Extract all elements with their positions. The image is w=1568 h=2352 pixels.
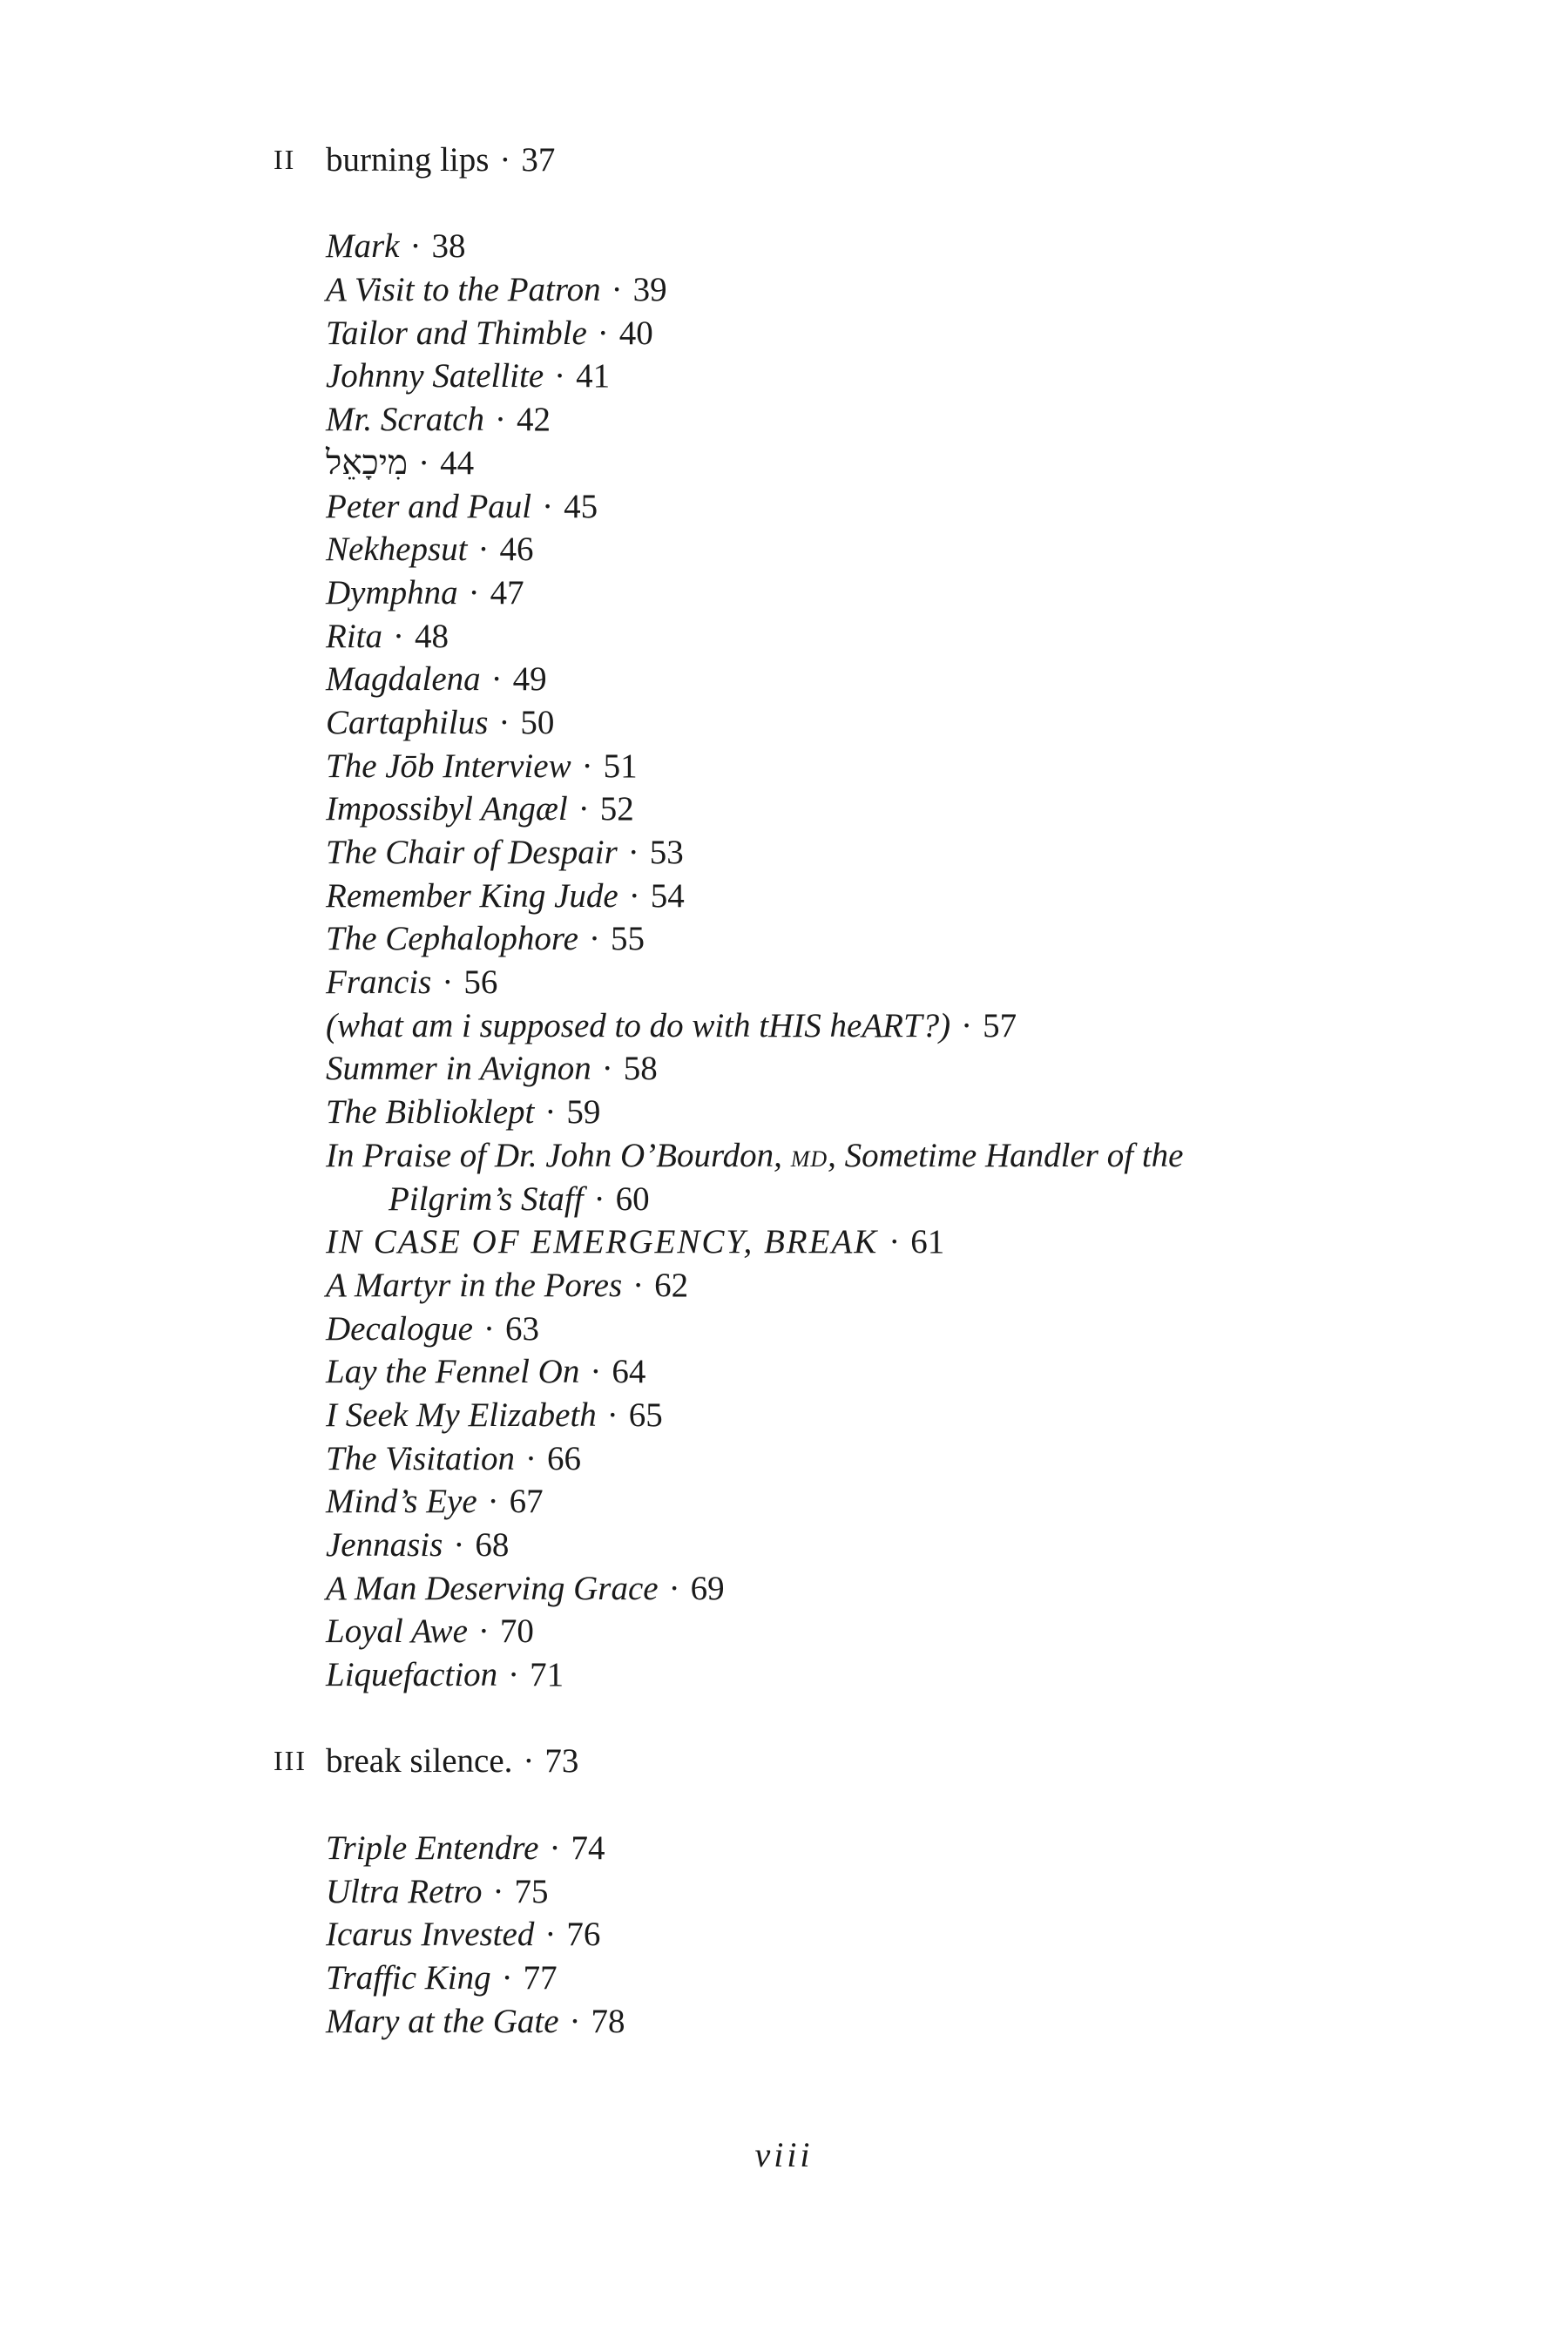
entry-page-number: 66 [547, 1439, 582, 1477]
separator-dot: · [483, 1309, 495, 1348]
separator-dot: · [418, 443, 430, 482]
separator-dot: · [597, 314, 609, 352]
entry-page-number: 77 [523, 1958, 558, 1997]
entry-title: Liquefaction [326, 1656, 498, 1694]
entry-page-number: 70 [499, 1612, 534, 1651]
entry-page-number: 55 [610, 920, 645, 958]
entry-title: Dymphna [326, 573, 458, 612]
toc-entry [0, 1264, 1568, 1308]
entry-page-number: 78 [591, 2002, 625, 2040]
entry-page-number: 47 [490, 573, 524, 612]
entry-title: Impossibyl Angæl [326, 790, 568, 828]
entry-page-number: 49 [512, 660, 547, 699]
toc-entry [0, 658, 1568, 701]
entry-title: Mary at the Gate [326, 2002, 559, 2040]
toc-entry [0, 1567, 1568, 1611]
toc-entry [0, 355, 1568, 398]
entry-page-number: 52 [599, 790, 634, 828]
toc-entry [0, 1827, 1568, 1870]
entry-title: Cartaphilus [326, 703, 489, 741]
section-numeral: II [274, 144, 296, 175]
entry-page-number: 42 [516, 401, 551, 439]
separator-dot: · [477, 531, 490, 569]
entry-title: The Visitation [326, 1439, 516, 1477]
toc-entry [0, 1870, 1568, 1914]
toc-entry [0, 831, 1568, 875]
toc-entry [0, 1653, 1568, 1697]
entry-title: IN CASE OF EMERGENCY, BREAK [326, 1223, 879, 1261]
toc-entry [0, 485, 1568, 529]
entry-title: The Jōb Interview [326, 747, 571, 785]
separator-dot: · [487, 1483, 499, 1521]
entry-page-number: 48 [415, 617, 449, 655]
entry-page-number: 44 [440, 443, 475, 482]
separator-dot: · [590, 1353, 602, 1391]
section-numeral: III [274, 1745, 307, 1777]
entry-page-number: 75 [514, 1872, 549, 1910]
toc-entry [0, 1437, 1568, 1481]
toc-entry [0, 312, 1568, 355]
entry-page-number: 74 [571, 1828, 605, 1867]
separator-dot: · [554, 357, 566, 395]
entry-title: Rita [326, 617, 382, 655]
entry-page-number: 60 [615, 1179, 650, 1218]
entry-title-part: In Praise of Dr. John O’Bourdon, [326, 1136, 782, 1174]
entry-page-number: 45 [564, 487, 598, 525]
entry-title: מִיכָאֵל [326, 443, 409, 482]
separator-dot: · [569, 2002, 581, 2040]
section-page-number: 37 [521, 141, 556, 179]
separator-dot: · [961, 1006, 973, 1044]
toc-entry [0, 1610, 1568, 1653]
toc-entry-multiline [0, 1134, 1568, 1178]
entry-page-number: 64 [612, 1353, 646, 1391]
separator-dot: · [492, 1872, 504, 1910]
separator-dot: · [593, 1179, 605, 1218]
separator-dot: · [544, 1916, 557, 1954]
entry-page-number: 63 [504, 1309, 539, 1348]
entry-page-number: 57 [983, 1006, 1017, 1044]
entry-title: Decalogue [326, 1309, 473, 1348]
separator-dot: · [588, 920, 600, 958]
toc-entry [0, 225, 1568, 268]
toc-entry [0, 571, 1568, 615]
separator-dot: · [668, 1569, 680, 1607]
entry-title: Loyal Awe [326, 1612, 468, 1651]
entry-page-number: 40 [618, 314, 653, 352]
separator-dot: · [494, 401, 506, 439]
toc-entry [0, 1957, 1568, 2000]
entry-page-number: 68 [475, 1526, 510, 1564]
separator-dot: · [499, 141, 511, 179]
entry-page-number: 67 [509, 1483, 544, 1521]
section-heading [0, 1740, 1568, 1783]
entry-page-number: 65 [628, 1396, 663, 1434]
toc-entry [0, 1308, 1568, 1351]
toc-entry [0, 1004, 1568, 1048]
entry-page-number: 76 [566, 1916, 601, 1954]
toc-entry [0, 875, 1568, 918]
separator-dot: · [498, 703, 510, 741]
section-heading [0, 139, 1568, 182]
entry-title: Ultra Retro [326, 1872, 483, 1910]
entry-title: Mr. Scratch [326, 401, 484, 439]
toc-entry [0, 787, 1568, 831]
entry-title: A Martyr in the Pores [326, 1266, 623, 1304]
separator-dot: · [523, 1742, 535, 1781]
table-of-contents [0, 139, 1568, 2043]
toc-entry [0, 442, 1568, 485]
separator-dot: · [601, 1050, 613, 1088]
entry-title: I Seek My Elizabeth [326, 1396, 597, 1434]
separator-dot: · [442, 963, 454, 1002]
entry-page-number: 50 [520, 703, 555, 741]
toc-entry [0, 745, 1568, 788]
separator-dot: · [606, 1396, 618, 1434]
entry-title: A Visit to the Patron [326, 271, 601, 309]
entry-page-number: 46 [499, 531, 534, 569]
separator-dot: · [627, 834, 639, 871]
entry-page-number: 62 [654, 1266, 689, 1304]
entry-title: A Man Deserving Grace [326, 1569, 659, 1607]
entry-page-number: 58 [623, 1050, 658, 1088]
separator-dot: · [501, 1958, 513, 1997]
entry-title: Tailor and Thimble [326, 314, 587, 352]
section-page-number: 73 [544, 1742, 579, 1781]
toc-entry [0, 268, 1568, 312]
entry-title: Mind’s Eye [326, 1483, 477, 1521]
entry-title: The Chair of Despair [326, 834, 618, 871]
entry-page-number: 56 [463, 963, 498, 1002]
toc-entry [0, 1913, 1568, 1957]
separator-dot: · [611, 271, 623, 309]
separator-dot: · [453, 1526, 465, 1564]
toc-entry [0, 1524, 1568, 1567]
toc-entry [0, 1047, 1568, 1091]
entry-title: Francis [326, 963, 432, 1002]
spacer [0, 1783, 1568, 1827]
spacer [0, 1697, 1568, 1740]
entry-title: The Biblioklept [326, 1093, 535, 1132]
entry-page-number: 59 [566, 1093, 601, 1132]
separator-dot: · [542, 487, 554, 525]
entry-page-number: 51 [603, 747, 638, 785]
toc-entry [0, 1394, 1568, 1437]
entry-title: Lay the Fennel On [326, 1353, 580, 1391]
entry-title: Mark [326, 227, 400, 266]
separator-dot: · [409, 227, 422, 266]
entry-title: Remember King Jude [326, 876, 618, 915]
entry-title-part: , Sometime Handler of the [828, 1136, 1184, 1174]
separator-dot: · [468, 573, 480, 612]
toc-entry [0, 1091, 1568, 1134]
toc-entry [0, 1350, 1568, 1394]
entry-title: (what am i supposed to do with tHIS heART?) [326, 1006, 951, 1044]
entry-page-number: 54 [650, 876, 685, 915]
entry-title: Nekhepsut [326, 531, 468, 569]
section-title: burning lips [326, 141, 490, 179]
separator-dot: · [632, 1266, 645, 1304]
toc-entry-continuation [0, 1178, 1568, 1221]
entry-title-degree: MD [790, 1146, 828, 1172]
toc-entry [0, 961, 1568, 1004]
section-title: break silence. [326, 1742, 513, 1781]
spacer [0, 182, 1568, 226]
entry-page-number: 61 [910, 1223, 945, 1261]
separator-dot: · [393, 617, 404, 655]
separator-dot: · [581, 747, 593, 785]
entry-page-number: 71 [530, 1656, 564, 1694]
separator-dot: · [578, 790, 590, 828]
separator-dot: · [508, 1656, 520, 1694]
entry-page-number: 39 [632, 271, 667, 309]
separator-dot: · [628, 876, 640, 915]
page-number-folio: viii [754, 2135, 814, 2174]
entry-title: Icarus Invested [326, 1916, 535, 1954]
toc-entry [0, 2000, 1568, 2044]
entry-title: Magdalena [326, 660, 481, 699]
separator-dot: · [544, 1093, 557, 1132]
separator-dot: · [490, 660, 503, 699]
entry-page-number: 38 [431, 227, 466, 266]
toc-entry [0, 398, 1568, 442]
toc-entry [0, 1220, 1568, 1264]
toc-entry [0, 528, 1568, 571]
separator-dot: · [549, 1828, 561, 1867]
entry-title: The Cephalophore [326, 920, 578, 958]
entry-page-number: 69 [690, 1569, 725, 1607]
toc-entry [0, 701, 1568, 745]
entry-page-number: 53 [649, 834, 684, 871]
entry-title: Summer in Avignon [326, 1050, 591, 1088]
entry-page-number: 41 [576, 357, 611, 395]
toc-entry [0, 917, 1568, 961]
entry-title: Triple Entendre [326, 1828, 539, 1867]
entry-title: Johnny Satellite [326, 357, 544, 395]
entry-title-part: Pilgrim’s Staff [389, 1179, 584, 1218]
entry-title: Jennasis [326, 1526, 443, 1564]
entry-title: Peter and Paul [326, 487, 532, 525]
toc-entry [0, 615, 1568, 659]
toc-entry [0, 1480, 1568, 1524]
separator-dot: · [889, 1223, 901, 1261]
entry-title: Traffic King [326, 1958, 491, 1997]
separator-dot: · [477, 1612, 490, 1651]
separator-dot: · [525, 1439, 537, 1477]
